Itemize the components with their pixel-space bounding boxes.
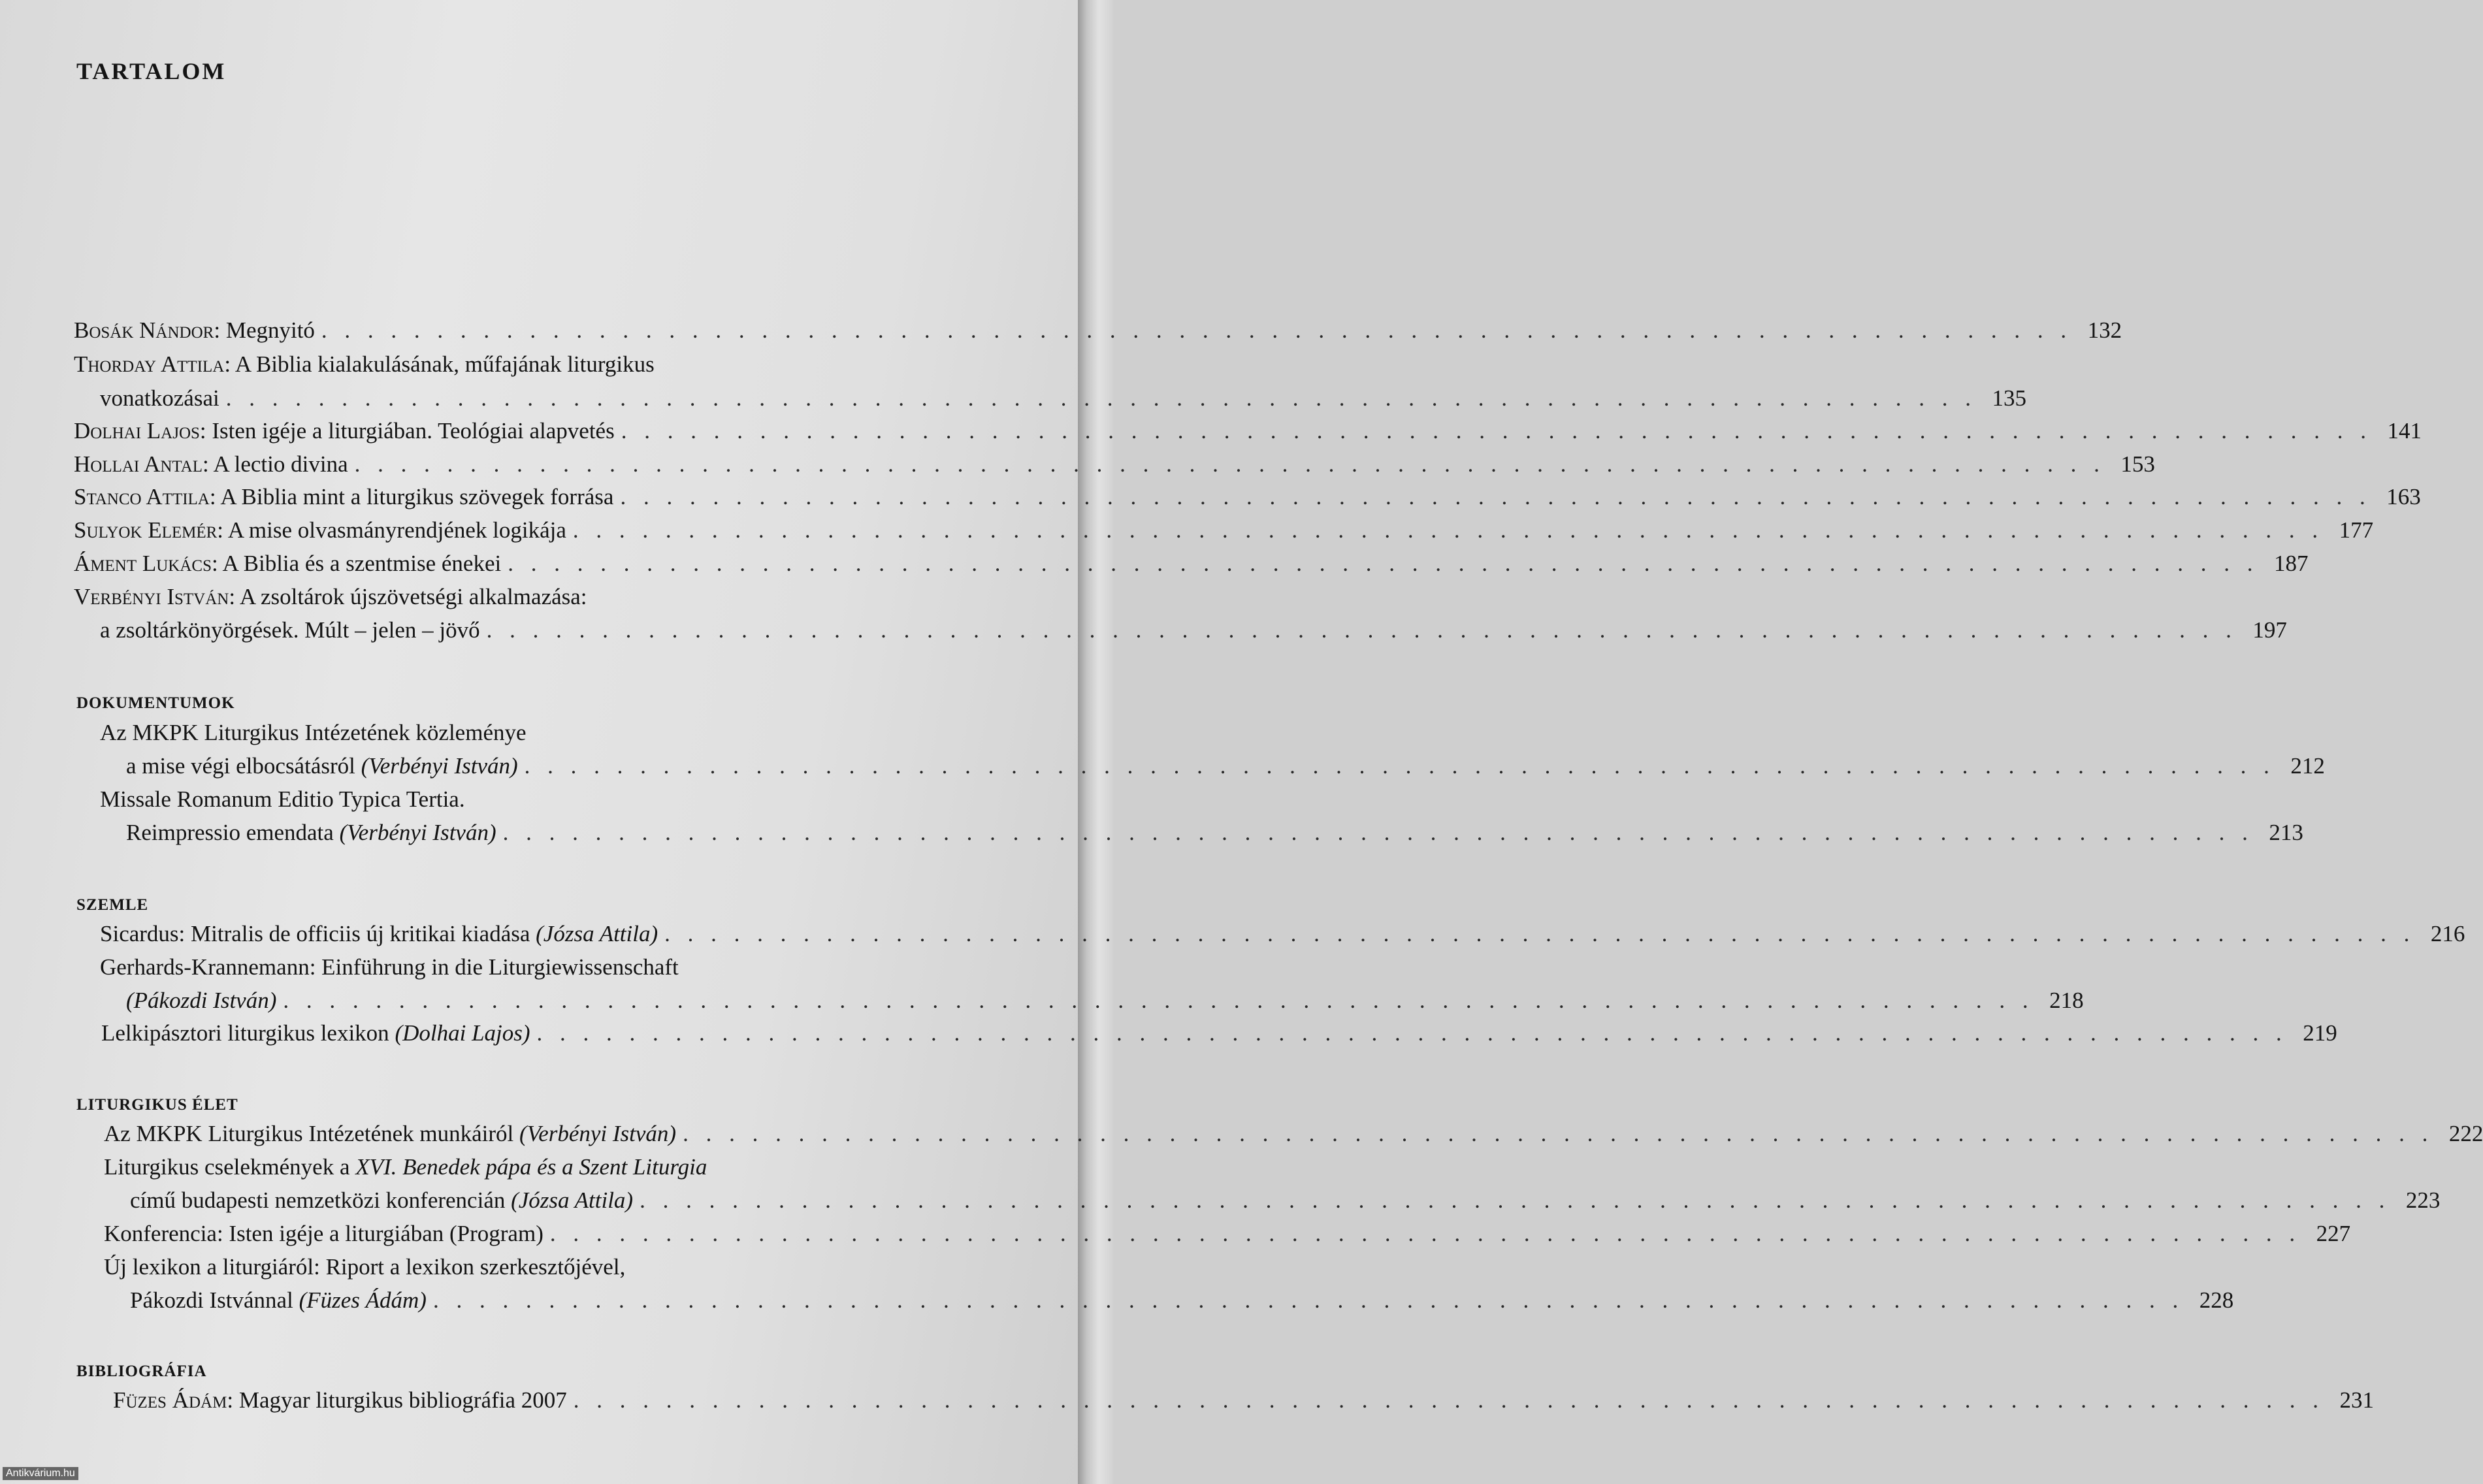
entry-title: : A lectio divina <box>203 451 348 477</box>
toc-entry-verbenyi-cont <box>100 617 2287 651</box>
szemle-item-2-line1: Gerhards-Krannemann: Einführung in die Liturgiewissenschaft <box>100 954 679 980</box>
table-of-contents <box>74 0 2483 1484</box>
page-number: 187 <box>2273 551 2309 576</box>
entry-editor: (Verbényi István) <box>361 753 518 779</box>
elet-item-3: Konferencia: Isten igéje a liturgiában (Program) . . . . . . . . . . . . . . . . . . . . . . . . . . . . . . . . . . . . . . . . . . . . . . . . . . . . . . . . . . . . . . . . . . . . . . . . . . . . 227 <box>104 1221 2351 1246</box>
entry-title-cont: a zsoltárkönyörgések. Múlt – jelen – jövő <box>100 617 480 643</box>
page-number: 141 <box>2387 418 2422 444</box>
entry-editor: (Pákozdi István) <box>126 988 277 1013</box>
elet-item-2-line2: című budapesti nemzetközi konferencián (Józsa Attila) . . . . . . . . . . . . . . . . . . . . . . . . . . . . . . . . . . . . . . . . . . . . . . . . . . . . . . . . . . . . . . . . . . . . . . . . . . . . 223 <box>130 1187 2441 1213</box>
entry-editor: (Füzes Ádám) <box>299 1287 427 1313</box>
entry-author: Dolhai Lajos <box>74 418 200 444</box>
leader-dots: . . . . . . . . . . . . . . . . . . . . . . . . . . . . . . . . . . . . . . . . . . . . . . . . . . . . . . . . . . . . . . . . . . . . . . . . . . . . <box>572 517 2324 543</box>
leader-dots: . . . . . . . . . . . . . . . . . . . . . . . . . . . . . . . . . . . . . . . . . . . . . . . . . . . . . . . . . . . . . . . . . . . . . . . . . . . . <box>432 1287 2184 1313</box>
entry-editor: (Józsa Attila) <box>511 1187 634 1213</box>
leader-dots: . . . . . . . . . . . . . . . . . . . . . . . . . . . . . . . . . . . . . . . . . . . . . . . . . . . . . . . . . . . . . . . . . . . . . . . . . . . . <box>536 1020 2288 1046</box>
leader-dots: . . . . . . . . . . . . . . . . . . . . . . . . . . . . . . . . . . . . . . . . . . . . . . . . . . . . . . . . . . . . . . . . . . . . . . . . . . . . <box>573 1387 2324 1413</box>
leader-dots: . . . . . . . . . . . . . . . . . . . . . . . . . . . . . . . . . . . . . . . . . . . . . . . . . . . . . . . . . . . . . . . . . . . . . . . . . . . . <box>549 1221 2301 1246</box>
leader-dots: . . . . . . . . . . . . . . . . . . . . . . . . . . . . . . . . . . . . . . . . . . . . . . . . . . . . . . . . . . . . . . . . . . . . . . . . . . . . <box>620 484 2371 509</box>
leader-dots: . . . . . . . . . . . . . . . . . . . . . . . . . . . . . . . . . . . . . . . . . . . . . . . . . . . . . . . . . . . . . . . . . . . . . . . . . . . . <box>524 753 2275 779</box>
section-heading-dokumentumok: DOKUMENTUMOK <box>76 694 235 712</box>
leader-dots: . . . . . . . . . . . . . . . . . . . . . . . . . . . . . . . . . . . . . . . . . . . . . . . . . . . . . . . . . . . . . . . . . . . . . . . . . . . . <box>508 551 2259 576</box>
page-number: 231 <box>2339 1387 2374 1413</box>
page-number: 197 <box>2252 617 2287 643</box>
page-number: 222 <box>2448 1121 2483 1146</box>
entry-title: : A zsoltárok újszövetségi alkalmazása: <box>229 584 587 609</box>
entry-author: Thorday Attila <box>74 351 225 377</box>
entry-author: Áment Lukács <box>74 551 212 576</box>
entry-title: : Megnyitó <box>214 317 315 343</box>
biblio-item-1 <box>113 1387 2374 1421</box>
toc-entry-verbenyi <box>74 584 946 618</box>
leader-dots: . . . . . . . . . . . . . . . . . . . . . . . . . . . . . . . . . . . . . . . . . . . . . . . . . . . . . . . . . . . . . . . . . . . . . . . . . . . . <box>486 617 2237 643</box>
page-number: 213 <box>2269 820 2303 845</box>
toc-entry-dolhai <box>74 418 2422 452</box>
page-number: 212 <box>2290 753 2325 779</box>
doc-item-2-line2: Reimpressio emendata (Verbényi István) . . . . . . . . . . . . . . . . . . . . . . . . . . . . . . . . . . . . . . . . . . . . . . . . . . . . . . . . . . . . . . . . . . . . . . . . . . . . 213 <box>126 820 2303 845</box>
page-number: 153 <box>2120 451 2155 477</box>
toc-entry-thorday <box>74 351 946 385</box>
page-edge-shadow <box>1078 0 1113 1484</box>
entry-editor: (Verbényi István) <box>519 1121 677 1146</box>
doc-item-2-line1: Missale Romanum Editio Typica Tertia. <box>100 786 465 812</box>
page-number: 177 <box>2339 517 2374 543</box>
toc-entry-bosak <box>74 317 2122 351</box>
section-heading-szemle: SZEMLE <box>76 896 149 914</box>
page-number: 163 <box>2386 484 2421 509</box>
elet-item-4-line2: Pákozdi Istvánnal (Füzes Ádám) . . . . . . . . . . . . . . . . . . . . . . . . . . . . . . . . . . . . . . . . . . . . . . . . . . . . . . . . . . . . . . . . . . . . . . . . . . . . 228 <box>130 1287 2234 1313</box>
szemle-item-3: Lelkipásztori liturgikus lexikon (Dolhai Lajos) . . . . . . . . . . . . . . . . . . . . . . . . . . . . . . . . . . . . . . . . . . . . . . . . . . . . . . . . . . . . . . . . . . . . . . . . . . . . 219 <box>101 1020 2337 1046</box>
entry-author: Sulyok Elemér <box>74 517 218 543</box>
toc-entry-thorday-cont <box>100 385 2026 419</box>
entry-author: Füzes Ádám <box>113 1387 227 1413</box>
elet-item-4-line1: Új lexikon a liturgiáról: Riport a lexikon szerkesztőjével, <box>104 1254 626 1280</box>
page-number: 216 <box>2430 921 2465 946</box>
elet-item-1: Az MKPK Liturgikus Intézetének munkáiról (Verbényi István) . . . . . . . . . . . . . . . . . . . . . . . . . . . . . . . . . . . . . . . . . . . . . . . . . . . . . . . . . . . . . . . . . . . . . . . . . . . . 222 <box>104 1121 2483 1146</box>
entry-title: : Magyar liturgikus bibliográfia 2007 <box>227 1387 567 1413</box>
entry-author: Hollai Antal <box>74 451 203 477</box>
entry-title: : A mise olvasmányrendjének logikája <box>217 517 566 543</box>
page-number: 228 <box>2199 1287 2234 1313</box>
entry-title-cont: vonatkozásai <box>100 385 219 411</box>
toc-title: TARTALOM <box>76 58 227 84</box>
watermark-label: Antikvárium.hu <box>3 1467 78 1480</box>
entry-editor: (Verbényi István) <box>339 820 496 845</box>
page-number: 218 <box>2049 988 2084 1013</box>
doc-item-1-line1: Az MKPK Liturgikus Intézetének közleménye <box>100 720 527 745</box>
page-number: 135 <box>1992 385 2026 411</box>
entry-title: : A Biblia kialakulásának, műfajának liturgikus <box>224 351 655 377</box>
toc-entry-hollai <box>74 451 2155 485</box>
szemle-item-1: Sicardus: Mitralis de officiis új kritikai kiadása (Józsa Attila) . . . . . . . . . . . . . . . . . . . . . . . . . . . . . . . . . . . . . . . . . . . . . . . . . . . . . . . . . . . . . . . . . . . . . . . . . . . . 216 <box>100 921 2465 946</box>
doc-item-1-line2: a mise végi elbocsátásról (Verbényi István) . . . . . . . . . . . . . . . . . . . . . . . . . . . . . . . . . . . . . . . . . . . . . . . . . . . . . . . . . . . . . . . . . . . . . . . . . . . . 212 <box>126 753 2325 779</box>
leader-dots: . . . . . . . . . . . . . . . . . . . . . . . . . . . . . . . . . . . . . . . . . . . . . . . . . . . . . . . . . . . . . . . . . . . . . . . . . . . . <box>225 385 1977 411</box>
page-number: 219 <box>2303 1020 2337 1046</box>
entry-editor: (Dolhai Lajos) <box>395 1020 530 1046</box>
leader-dots: . . . . . . . . . . . . . . . . . . . . . . . . . . . . . . . . . . . . . . . . . . . . . . . . . . . . . . . . . . . . . . . . . . . . . . . . . . . . <box>321 317 2073 343</box>
entry-author: Verbényi István <box>74 584 229 609</box>
leader-dots: . . . . . . . . . . . . . . . . . . . . . . . . . . . . . . . . . . . . . . . . . . . . . . . . . . . . . . . . . . . . . . . . . . . . . . . . . . . . <box>621 418 2372 444</box>
toc-entry-ament <box>74 551 2309 585</box>
entry-author: Stanco Attila <box>74 484 210 509</box>
section-heading-liturgikus-elet: LITURGIKUS ÉLET <box>76 1096 238 1114</box>
leader-dots: . . . . . . . . . . . . . . . . . . . . . . . . . . . . . . . . . . . . . . . . . . . . . . . . . . . . . . . . . . . . . . . . . . . . . . . . . . . . <box>640 1187 2391 1213</box>
toc-entry-stanco <box>74 484 2421 518</box>
entry-title: : A Biblia mint a liturgikus szövegek forrása <box>209 484 614 509</box>
leader-dots: . . . . . . . . . . . . . . . . . . . . . . . . . . . . . . . . . . . . . . . . . . . . . . . . . . . . . . . . . . . . . . . . . . . . . . . . . . . . <box>683 1121 2434 1146</box>
leader-dots: . . . . . . . . . . . . . . . . . . . . . . . . . . . . . . . . . . . . . . . . . . . . . . . . . . . . . . . . . . . . . . . . . . . . . . . . . . . . <box>354 451 2105 477</box>
leader-dots: . . . . . . . . . . . . . . . . . . . . . . . . . . . . . . . . . . . . . . . . . . . . . . . . . . . . . . . . . . . . . . . . . . . . . . . . . . . . <box>283 988 2034 1013</box>
toc-entry-sulyok <box>74 517 2374 551</box>
leader-dots: . . . . . . . . . . . . . . . . . . . . . . . . . . . . . . . . . . . . . . . . . . . . . . . . . . . . . . . . . . . . . . . . . . . . . . . . . . . . <box>502 820 2254 845</box>
page-number: 227 <box>2316 1221 2351 1246</box>
page-number: 223 <box>2405 1187 2441 1213</box>
page-number: 132 <box>2087 317 2122 343</box>
entry-editor: (Józsa Attila) <box>536 921 658 946</box>
entry-author: Bosák Nándor <box>74 317 214 343</box>
leader-dots: . . . . . . . . . . . . . . . . . . . . . . . . . . . . . . . . . . . . . . . . . . . . . . . . . . . . . . . . . . . . . . . . . . . . . . . . . . . . <box>664 921 2416 946</box>
elet-item-2-line1: Liturgikus cselekmények a XVI. Benedek pápa és a Szent Liturgia <box>104 1154 707 1180</box>
szemle-item-2-line2 <box>126 988 2084 1022</box>
entry-title: : A Biblia és a szentmise énekei <box>211 551 502 576</box>
entry-title: : Isten igéje a liturgiában. Teológiai alapvetés <box>199 418 615 444</box>
section-heading-bibliografia: BIBLIOGRÁFIA <box>76 1363 207 1380</box>
